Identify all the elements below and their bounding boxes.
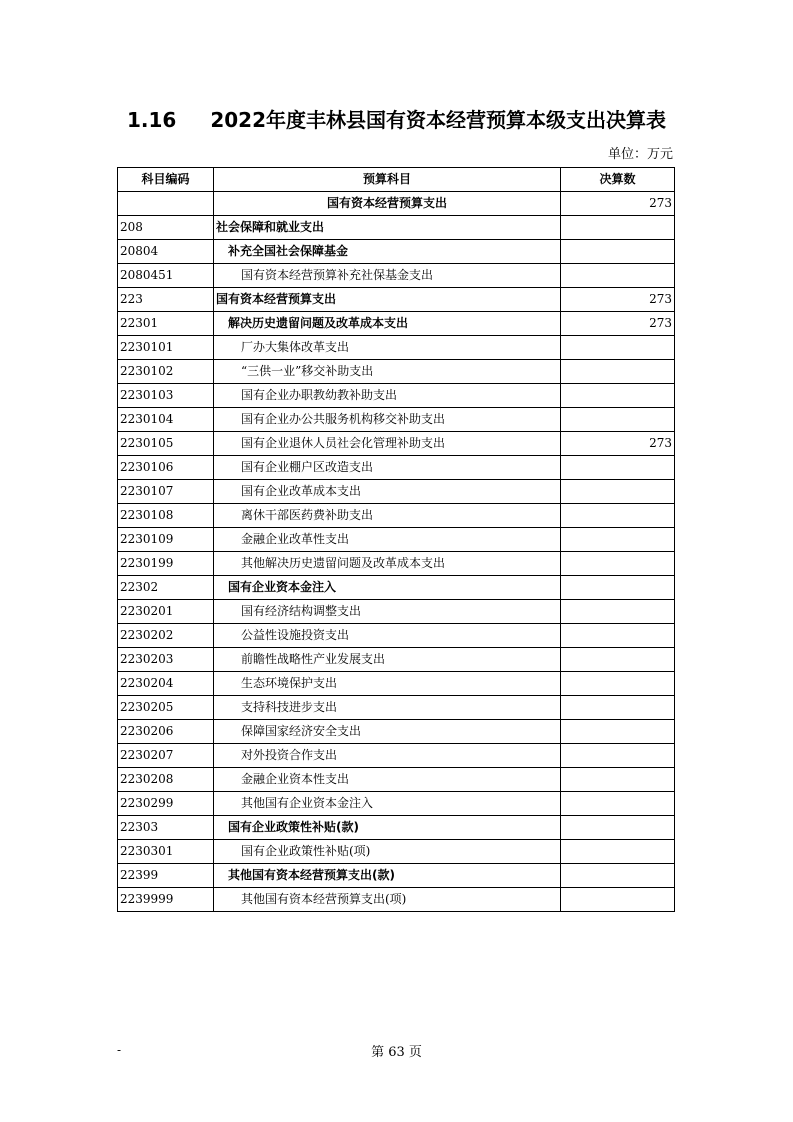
table-row — [118, 360, 675, 384]
row-amount: 273 — [561, 192, 675, 216]
table-row — [118, 672, 675, 696]
row-subject: 国有资本经营预算支出 — [214, 192, 561, 216]
row-code: 2230103 — [118, 384, 214, 408]
page-title — [0, 106, 793, 134]
row-subject: 离休干部医药费补助支出 — [214, 504, 561, 528]
row-subject: 国有企业政策性补贴(款) — [214, 816, 561, 840]
table-row — [118, 720, 675, 744]
row-code: 2230201 — [118, 600, 214, 624]
row-subject: 国有经济结构调整支出 — [214, 600, 561, 624]
row-subject: 国有企业政策性补贴(项) — [214, 840, 561, 864]
row-amount — [561, 576, 675, 600]
row-subject: 国有企业办公共服务机构移交补助支出 — [214, 408, 561, 432]
row-code: 208 — [118, 216, 214, 240]
table-row — [118, 480, 675, 504]
row-subject: “三供一业”移交补助支出 — [214, 360, 561, 384]
table-row — [118, 504, 675, 528]
row-code: 2230102 — [118, 360, 214, 384]
row-code: 2230109 — [118, 528, 214, 552]
row-amount — [561, 624, 675, 648]
row-subject: 金融企业资本性支出 — [214, 768, 561, 792]
row-subject: 国有企业办职教幼教补助支出 — [214, 384, 561, 408]
row-code: 2230106 — [118, 456, 214, 480]
table-row — [118, 864, 675, 888]
table-row — [118, 408, 675, 432]
row-amount — [561, 456, 675, 480]
row-subject: 国有企业退休人员社会化管理补助支出 — [214, 432, 561, 456]
row-subject: 国有资本经营预算补充社保基金支出 — [214, 264, 561, 288]
header-amount: 决算数 — [561, 168, 675, 192]
row-amount — [561, 696, 675, 720]
row-amount — [561, 720, 675, 744]
row-amount — [561, 864, 675, 888]
table-row — [118, 552, 675, 576]
row-amount — [561, 336, 675, 360]
row-code: 2230207 — [118, 744, 214, 768]
row-code: 22303 — [118, 816, 214, 840]
row-subject: 国有资本经营预算支出 — [214, 288, 561, 312]
row-code: 2230204 — [118, 672, 214, 696]
table-row — [118, 600, 675, 624]
row-subject: 对外投资合作支出 — [214, 744, 561, 768]
row-code: 2230301 — [118, 840, 214, 864]
row-subject: 支持科技进步支出 — [214, 696, 561, 720]
footer-dash: - — [117, 1043, 122, 1057]
row-subject: 社会保障和就业支出 — [214, 216, 561, 240]
table-row — [118, 792, 675, 816]
row-code: 2239999 — [118, 888, 214, 912]
row-amount — [561, 480, 675, 504]
table-row — [118, 528, 675, 552]
row-subject: 其他国有企业资本金注入 — [214, 792, 561, 816]
row-code: 2230104 — [118, 408, 214, 432]
row-amount — [561, 384, 675, 408]
table-row — [118, 264, 675, 288]
row-subject: 公益性设施投资支出 — [214, 624, 561, 648]
row-subject: 其他国有资本经营预算支出(款) — [214, 864, 561, 888]
table-row — [118, 768, 675, 792]
row-code: 22399 — [118, 864, 214, 888]
row-subject: 国有企业资本金注入 — [214, 576, 561, 600]
table-row — [118, 840, 675, 864]
table-row — [118, 816, 675, 840]
row-subject: 国有企业棚户区改造支出 — [214, 456, 561, 480]
row-code: 2230202 — [118, 624, 214, 648]
row-code: 2230205 — [118, 696, 214, 720]
page-number: 第 63 页 — [371, 1045, 422, 1060]
table-row — [118, 456, 675, 480]
row-amount — [561, 408, 675, 432]
row-amount — [561, 360, 675, 384]
title-text: 2022年度丰林县国有资本经营预算本级支出决算表 — [210, 108, 667, 132]
row-amount — [561, 768, 675, 792]
table-row — [118, 288, 675, 312]
row-amount — [561, 888, 675, 912]
row-amount — [561, 648, 675, 672]
table-row — [118, 312, 675, 336]
row-subject: 国有企业改革成本支出 — [214, 480, 561, 504]
row-code: 22301 — [118, 312, 214, 336]
table-row — [118, 648, 675, 672]
row-amount — [561, 600, 675, 624]
row-code: 2230299 — [118, 792, 214, 816]
row-amount — [561, 672, 675, 696]
row-code: 22302 — [118, 576, 214, 600]
row-amount — [561, 264, 675, 288]
table-row — [118, 240, 675, 264]
row-amount — [561, 744, 675, 768]
row-code: 2230105 — [118, 432, 214, 456]
table-row — [118, 192, 675, 216]
row-code: 2230203 — [118, 648, 214, 672]
table-row — [118, 696, 675, 720]
row-amount — [561, 504, 675, 528]
row-amount — [561, 528, 675, 552]
row-code: 223 — [118, 288, 214, 312]
row-subject: 保障国家经济安全支出 — [214, 720, 561, 744]
table-row — [118, 888, 675, 912]
table-row — [118, 744, 675, 768]
row-amount — [561, 216, 675, 240]
row-subject: 金融企业改革性支出 — [214, 528, 561, 552]
budget-table — [117, 167, 675, 912]
row-code: 2230208 — [118, 768, 214, 792]
row-code: 2230199 — [118, 552, 214, 576]
row-amount: 273 — [561, 288, 675, 312]
row-code: 2230108 — [118, 504, 214, 528]
row-subject: 生态环境保护支出 — [214, 672, 561, 696]
row-subject: 解决历史遗留问题及改革成本支出 — [214, 312, 561, 336]
table-row — [118, 216, 675, 240]
table-header-row — [118, 168, 675, 192]
row-subject: 其他解决历史遗留问题及改革成本支出 — [214, 552, 561, 576]
row-code: 2080451 — [118, 264, 214, 288]
row-code: 2230206 — [118, 720, 214, 744]
table-row — [118, 384, 675, 408]
header-code: 科目编码 — [118, 168, 214, 192]
row-code — [118, 192, 214, 216]
row-amount — [561, 240, 675, 264]
row-amount — [561, 840, 675, 864]
row-code: 2230107 — [118, 480, 214, 504]
row-code: 20804 — [118, 240, 214, 264]
row-amount — [561, 552, 675, 576]
table-row — [118, 576, 675, 600]
table-body — [118, 192, 675, 912]
table-row — [118, 336, 675, 360]
table-row — [118, 432, 675, 456]
header-subject: 预算科目 — [214, 168, 561, 192]
row-code: 2230101 — [118, 336, 214, 360]
row-subject: 厂办大集体改革支出 — [214, 336, 561, 360]
row-amount: 273 — [561, 432, 675, 456]
row-amount: 273 — [561, 312, 675, 336]
unit-label: 单位：万元 — [607, 147, 673, 162]
row-subject: 补充全国社会保障基金 — [214, 240, 561, 264]
title-number: 1.16 — [126, 108, 177, 132]
row-subject: 前瞻性战略性产业发展支出 — [214, 648, 561, 672]
row-amount — [561, 816, 675, 840]
table-row — [118, 624, 675, 648]
row-subject: 其他国有资本经营预算支出(项) — [214, 888, 561, 912]
row-amount — [561, 792, 675, 816]
